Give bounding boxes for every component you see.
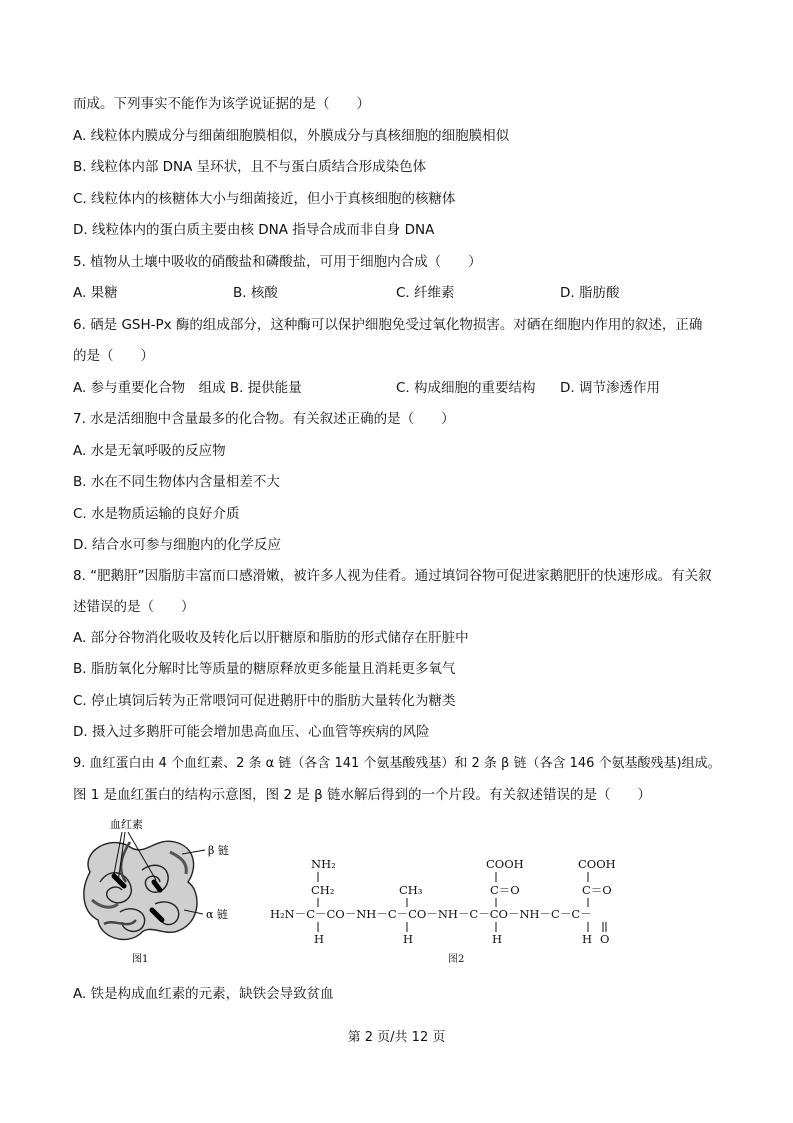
question-6-stem: 6. 硒是 GSH-Px 酶的组成部分，这种酶可以保护细胞免受过氧化物损害。对硒在细胞内作用的叙述，正确 — [73, 317, 703, 333]
fig2-h-3: H — [492, 932, 503, 946]
fig2-h-2: H — [403, 932, 414, 946]
question-4-stem-end: 而成。下列事实不能作为该学说证据的是（ ） — [73, 96, 370, 112]
q5-option-b: B. 核酸 — [233, 285, 278, 301]
q6-option-ab: A. 参与重要化合物 组成 B. 提供能量 — [73, 380, 302, 396]
fig2-backbone: H₂N－C－CO－NH－C－CO－NH－C－CO－NH－C－C－ — [270, 907, 592, 921]
fig2-caption: 图2 — [448, 954, 465, 965]
fig2-cooh-2: COOH — [578, 857, 616, 871]
page-footer: 第 2 页/共 12 页 — [347, 1030, 446, 1045]
fig2-bonds — [318, 872, 606, 932]
question-8-stem: 8. “肥鹅肝”因脂肪丰富而口感滑嫩，被许多人视为佳肴。通过填饲谷物可促进家鹅肥肝的快速形成。有关叙 — [73, 568, 712, 584]
question-7-stem: 7. 水是活细胞中含量最多的化合物。有关叙述正确的是（ ） — [73, 411, 455, 427]
fig2-o: O — [600, 932, 610, 946]
figure-1-hemoglobin — [70, 812, 250, 972]
fig2-ch2: CH₂ — [311, 883, 335, 897]
fig2-h-4: H — [582, 932, 593, 946]
q7-option-d: D. 结合水可参与细胞内的化学反应 — [73, 537, 281, 553]
q4-option-d: D. 线粒体内的蛋白质主要由核 DNA 指导合成而非自身 DNA — [73, 222, 435, 238]
q4-option-b: B. 线粒体内部 DNA 呈环状，且不与蛋白质结合形成染色体 — [73, 159, 427, 175]
fig2-ch3: CH₃ — [399, 883, 423, 897]
question-5-stem: 5. 植物从土壤中吸收的硝酸盐和磷酸盐，可用于细胞内合成（ ） — [73, 254, 482, 270]
q6-option-c: C. 构成细胞的重要结构 — [396, 380, 536, 396]
fig2-co-1: C＝O — [490, 883, 520, 897]
q5-option-a: A. 果糖 — [73, 285, 118, 301]
fig2-nh2-top: NH₂ — [311, 857, 336, 871]
q7-option-a: A. 水是无氧呼吸的反应物 — [73, 443, 226, 459]
fig1-heme-label: 血红素 — [110, 818, 143, 831]
fig2-co-2: C＝O — [582, 883, 612, 897]
fig1-caption: 图1 — [132, 954, 149, 965]
q4-option-c: C. 线粒体内的核糖体大小与细菌接近，但小于真核细胞的核糖体 — [73, 191, 456, 207]
fig2-h-1: H — [314, 932, 325, 946]
figure-2-peptide-fragment — [270, 850, 650, 965]
question-6-stem-cont: 的是（ ） — [73, 348, 154, 364]
q6-option-d: D. 调节渗透作用 — [560, 380, 660, 396]
fig1-alpha-label: α 链 — [206, 908, 228, 921]
q5-option-d: D. 脂肪酸 — [560, 285, 620, 301]
q7-option-b: B. 水在不同生物体内含量相差不大 — [73, 474, 280, 490]
question-9-stem-cont: 图 1 是血红蛋白的结构示意图，图 2 是 β 链水解后得到的一个片段。有关叙述错误的是（ ） — [73, 787, 652, 803]
question-9-stem: 9. 血红蛋白由 4 个血红素、2 条 α 链（各含 141 个氨基酸残基）和 2 条 β 链（各含 146 个氨基酸残基)组成。 — [73, 756, 721, 771]
q5-option-c: C. 纤维素 — [396, 285, 455, 301]
q8-option-b: B. 脂肪氧化分解时比等质量的糖原释放更多能量且消耗更多氧气 — [73, 661, 456, 677]
question-8-stem-cont: 述错误的是（ ） — [73, 599, 195, 615]
q7-option-c: C. 水是物质运输的良好介质 — [73, 506, 240, 522]
q9-option-a: A. 铁是构成血红素的元素，缺铁会导致贫血 — [73, 986, 334, 1002]
q8-option-d: D. 摄入过多鹅肝可能会增加患高血压、心血管等疾病的风险 — [73, 724, 430, 740]
q8-option-c: C. 停止填饲后转为正常喂饲可促进鹅肝中的脂肪大量转化为糖类 — [73, 693, 456, 709]
fig1-beta-label: β 链 — [208, 844, 229, 857]
fig2-cooh-1: COOH — [486, 857, 524, 871]
q8-option-a: A. 部分谷物消化吸收及转化后以肝糖原和脂肪的形式储存在肝脏中 — [73, 630, 469, 646]
q4-option-a: A. 线粒体内膜成分与细菌细胞膜相似，外膜成分与真核细胞的细胞膜相似 — [73, 128, 510, 144]
hemoglobin-ribbon — [84, 841, 197, 939]
